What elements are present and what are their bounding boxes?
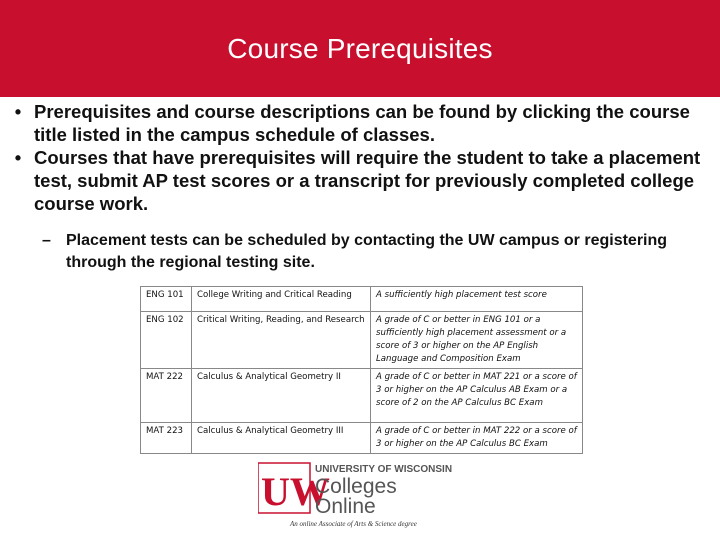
- logo-university-name: UNIVERSITY OF WISCONSIN: [315, 464, 453, 475]
- prerequisites-table: [140, 286, 583, 454]
- bullet-item: [8, 100, 708, 146]
- logo-colleges-text: Colleges: [315, 475, 397, 498]
- sub-bullet-marker: –: [42, 232, 51, 249]
- course-name-cell: Calculus & Analytical Geometry III: [192, 423, 371, 454]
- table-row: [141, 369, 583, 423]
- logo-online-text: Online: [315, 495, 376, 518]
- bullet-text: Prerequisites and course descriptions can be found by clicking the course title listed in the campus schedule of classes.: [34, 101, 690, 145]
- logo-tagline: An online Associate of Arts & Science degree: [290, 520, 417, 528]
- logo-monogram: UW: [261, 469, 330, 514]
- course-code-cell: MAT 222: [141, 369, 192, 423]
- sub-bullet-text: Placement tests can be scheduled by contacting the UW campus or registering through the regional testing site.: [66, 232, 668, 271]
- bullet-list: [8, 100, 708, 215]
- requirement-cell: A sufficiently high placement test score: [371, 287, 583, 312]
- slide-title: Course Prerequisites: [227, 32, 493, 64]
- table-row: [141, 287, 583, 312]
- course-code-cell: ENG 102: [141, 312, 192, 369]
- course-name-cell: Calculus & Analytical Geometry II: [192, 369, 371, 423]
- bullet-item: [8, 146, 708, 215]
- bullet-text: Courses that have prerequisites will require the student to take a placement test, submit AP test scores or a transcript for previously completed college course work.: [34, 147, 701, 214]
- bullet-marker: •: [14, 101, 22, 122]
- table-row: [141, 312, 583, 369]
- course-name-cell: Critical Writing, Reading, and Research: [192, 312, 371, 369]
- table-row: [141, 423, 583, 454]
- course-code-cell: MAT 223: [141, 423, 192, 454]
- sub-bullet: [42, 230, 706, 274]
- requirement-cell: A grade of C or better in MAT 222 or a score of 3 or higher on the AP Calculus BC Exam: [371, 423, 583, 454]
- bullet-marker: •: [14, 147, 22, 168]
- title-bar: [0, 0, 720, 97]
- requirement-cell: A grade of C or better in MAT 221 or a score of 3 or higher on the AP Calculus AB Exam or a score of 2 on the AP Calculus BC Exam: [371, 369, 583, 423]
- course-name-cell: College Writing and Critical Reading: [192, 287, 371, 312]
- requirement-cell: A grade of C or better in ENG 101 or a sufficiently high placement assessment or a score of 3 or higher on the AP English Language and Composition Exam: [371, 312, 583, 369]
- uw-colleges-online-logo: [258, 460, 473, 530]
- course-code-cell: ENG 101: [141, 287, 192, 312]
